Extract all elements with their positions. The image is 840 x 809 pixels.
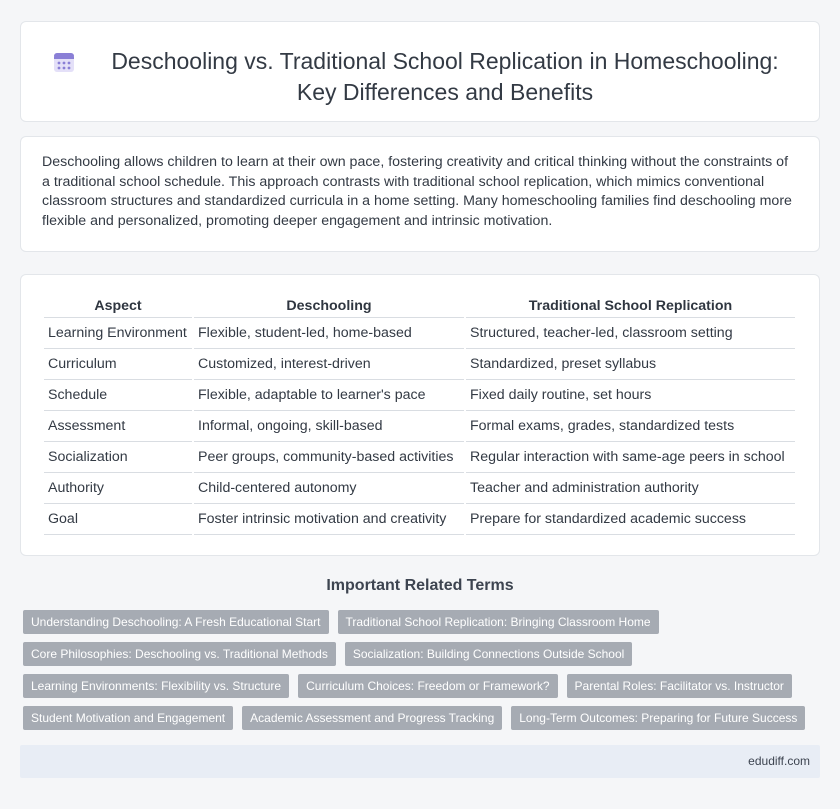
table-row	[44, 442, 795, 473]
footer-site-link[interactable]: edudiff.com	[748, 754, 810, 768]
table-row	[44, 380, 795, 411]
tag-row	[23, 706, 823, 730]
cell-deschooling: Peer groups, community-based activities	[194, 442, 464, 473]
related-terms-tags	[23, 610, 823, 738]
cell-deschooling: Flexible, adaptable to learner's pace	[194, 380, 464, 411]
header-traditional: Traditional School Replication	[466, 294, 795, 318]
cell-aspect: Socialization	[44, 442, 192, 473]
title-card	[20, 21, 820, 122]
table-row	[44, 504, 795, 535]
intro-card	[20, 136, 820, 252]
calendar-icon	[51, 49, 77, 75]
related-terms-heading: Important Related Terms	[326, 577, 514, 594]
table-header-row	[44, 294, 795, 318]
cell-traditional: Prepare for standardized academic success	[466, 504, 795, 535]
cell-deschooling: Flexible, student-led, home-based	[194, 318, 464, 349]
page-title: Deschooling vs. Traditional School Replication in Homeschooling: Key Differences and Benefits	[111, 48, 779, 105]
table-row	[44, 349, 795, 380]
table-row	[44, 318, 795, 349]
cell-traditional: Structured, teacher-led, classroom setting	[466, 318, 795, 349]
cell-traditional: Standardized, preset syllabus	[466, 349, 795, 380]
cell-aspect: Authority	[44, 473, 192, 504]
related-term-tag[interactable]: Academic Assessment and Progress Tracking	[242, 706, 502, 730]
related-term-tag[interactable]: Traditional School Replication: Bringing Classroom Home	[338, 610, 659, 634]
cell-deschooling: Child-centered autonomy	[194, 473, 464, 504]
cell-traditional: Formal exams, grades, standardized tests	[466, 411, 795, 442]
cell-traditional: Fixed daily routine, set hours	[466, 380, 795, 411]
cell-deschooling: Informal, ongoing, skill-based	[194, 411, 464, 442]
tag-row	[23, 674, 823, 698]
cell-aspect: Curriculum	[44, 349, 192, 380]
related-term-tag[interactable]: Student Motivation and Engagement	[23, 706, 233, 730]
related-term-tag[interactable]: Understanding Deschooling: A Fresh Educational Start	[23, 610, 329, 634]
cell-deschooling: Customized, interest-driven	[194, 349, 464, 380]
comparison-table	[42, 294, 797, 535]
cell-traditional: Regular interaction with same-age peers in school	[466, 442, 795, 473]
footer-bar	[20, 745, 820, 778]
cell-aspect: Goal	[44, 504, 192, 535]
table-row	[44, 473, 795, 504]
tag-row	[23, 642, 823, 666]
cell-traditional: Teacher and administration authority	[466, 473, 795, 504]
related-term-tag[interactable]: Long-Term Outcomes: Preparing for Future Success	[511, 706, 805, 730]
header-aspect: Aspect	[44, 294, 192, 318]
comparison-table-card	[20, 274, 820, 556]
related-term-tag[interactable]: Learning Environments: Flexibility vs. Structure	[23, 674, 289, 698]
related-term-tag[interactable]: Parental Roles: Facilitator vs. Instructor	[567, 674, 792, 698]
cell-deschooling: Foster intrinsic motivation and creativity	[194, 504, 464, 535]
cell-aspect: Assessment	[44, 411, 192, 442]
cell-aspect: Learning Environment	[44, 318, 192, 349]
header-deschooling: Deschooling	[194, 294, 464, 318]
related-term-tag[interactable]: Core Philosophies: Deschooling vs. Traditional Methods	[23, 642, 336, 666]
related-term-tag[interactable]: Socialization: Building Connections Outside School	[345, 642, 633, 666]
tag-row	[23, 610, 823, 634]
intro-paragraph: Deschooling allows children to learn at their own pace, fostering creativity and critical thinking without the constraints of a traditional school schedule. This approach contrasts with traditional school replication, which mimics conventional classroom structures and standardized curricula in a home setting. Many homeschooling families find deschooling more flexible and personalized, promoting deeper engagement and intrinsic motivation.	[42, 154, 792, 229]
table-row	[44, 411, 795, 442]
cell-aspect: Schedule	[44, 380, 192, 411]
related-term-tag[interactable]: Curriculum Choices: Freedom or Framework?	[298, 674, 557, 698]
